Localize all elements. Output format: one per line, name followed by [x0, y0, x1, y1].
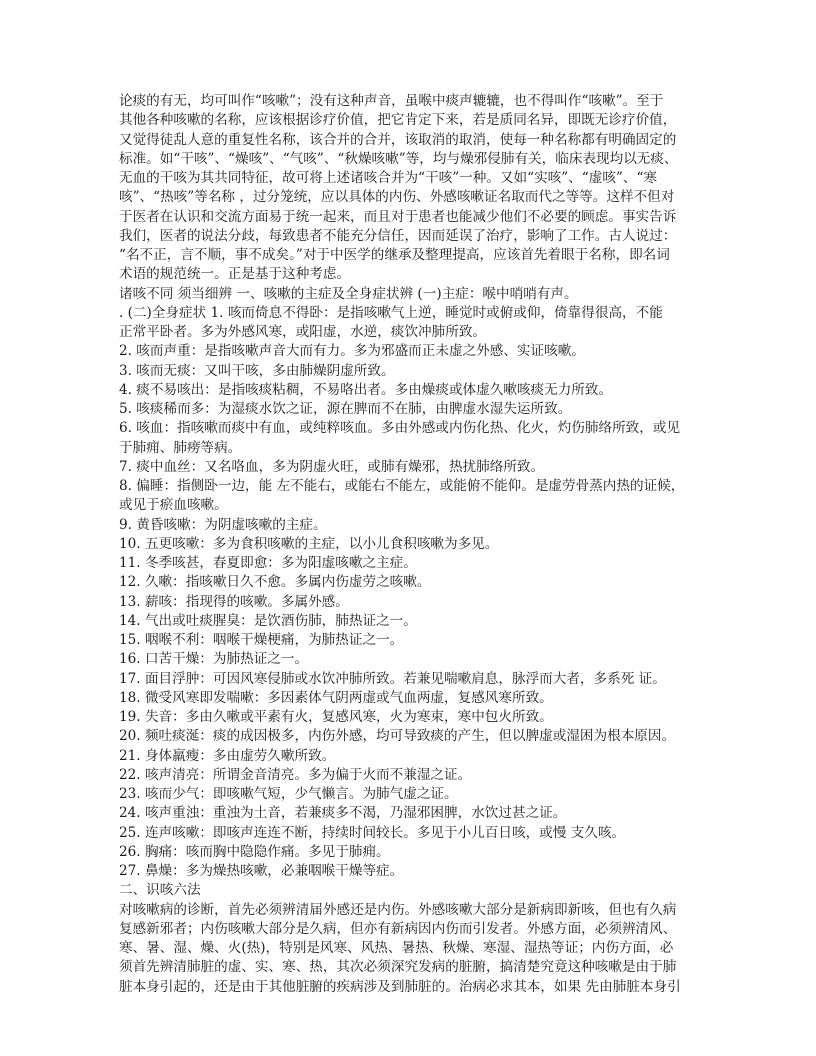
section-heading-line: 诸咳不同 须当细辨 一、咳嗽的主症及全身症状辨 (一)主症：喉中哨哨有声。: [119, 285, 578, 302]
text-line: 正常平卧者。多为外感风寒，或阳虚，水逆，痰饮冲肺所致。: [119, 324, 487, 340]
text-line: 其他各种咳嗽的名称，应该根据诊疗价值，把它肯定下来，若是质同名异，即既无诊疗价值，: [119, 112, 677, 129]
text-line: 复感新邪者；内伤咳嗽大部分是久病，但亦有新病因内伤而引发者。外感方面，必须辨清风、: [119, 920, 677, 937]
list-item: 19. 失音：多由久嗽或平素有火，复感风寒，火为寒束，寒中包火所致。: [119, 709, 553, 725]
list-item-continuation: 或见于瘀血咳嗽。: [119, 497, 228, 514]
text-line: 术语的规范统一。正是基于这种考虑。: [119, 266, 351, 283]
list-item: 6. 咳血：指咳嗽而痰中有血，或纯粹咳血。多由外感或内伤化热、化火，灼伤肺络所致，或见: [119, 420, 681, 437]
list-item: 15. 咽喉不利：咽喉干燥梗痛，为肺热证之一。: [119, 632, 404, 648]
text-line: . (二)全身症状 1. 咳而倚息不得卧：是指咳嗽气上逆，睡觉时或俯或仰，倚靠得很高，不能: [119, 304, 663, 321]
text-line: 脏本身引起的，还是由于其他脏腑的疾病涉及到肺脏的。治病必求其本，如果 先由肺脏本身引: [119, 978, 681, 995]
document-page: [119, 92, 707, 997]
section-heading: 二、识咳六法: [119, 882, 201, 899]
list-item: 24. 咳声重浊：重浊为土音，若兼痰多不渴，乃湿邪困脾，水饮过甚之证。: [119, 805, 567, 822]
list-item: 8. 偏睡：指侧卧一边，能 左不能右，或能右不能左，或能俯不能仰。是虚劳骨蒸内热的证候，: [119, 478, 685, 494]
text-line: 于医者在认识和交流方面易于统一起来，而且对于患者也能减少他们不必要的顾虑。事实告诉: [119, 208, 677, 225]
text-line: 论痰的有无，均可叫作“咳嗽”；没有这种声音，虽喉中痰声辘辘，也不得叫作“咳嗽”。至于: [119, 93, 664, 109]
list-item: 21. 身体羸瘦：多由虚劳久嗽所致。: [119, 747, 336, 764]
text-line: 标准。如“干咳”、“燥咳”、“气咳”、“秋燥咳嗽”等，均与燥邪侵肺有关，临床表现均以无痰、: [119, 150, 678, 167]
list-item: 4. 痰不易咳出：是指咳痰粘稠，不易咯出者。多由燥痰或体虚久嗽咳痰无力所致。: [119, 381, 613, 398]
list-item: 22. 咳声清亮：所谓金音清亮。多为偏于火而不兼湿之证。: [119, 766, 472, 783]
text-line: “名不正，言不顺，事不成矣。”对于中医学的继承及整理提高，应该首先着眼于名称，即名词: [119, 247, 670, 263]
list-item: 18. 微受风寒即发喘嗽：多因素体气阴两虚或气血两虚，复感风寒所致。: [119, 689, 553, 706]
list-item: 27. 鼻燥：多为燥热咳嗽，必兼咽喉干燥等症。: [119, 863, 404, 879]
text-line: 咳”、“热咳”等名称 ，过分笼统，应以具体的内伤、外感咳嗽证名取而代之等等。这样不但对: [119, 189, 675, 206]
list-item-continuation: 于肺痈、肺痨等病。: [119, 439, 242, 456]
list-item: 12. 久嗽：指咳嗽日久不愈。多属内伤虚劳之咳嗽。: [119, 574, 431, 591]
list-item: 11. 冬季咳甚，春夏即愈：多为阳虚咳嗽之主症。: [119, 555, 417, 571]
list-item: 7. 痰中血丝：又名咯血，多为阴虚火旺，或肺有燥邪，热扰肺络所致。: [119, 458, 545, 475]
list-item: 25. 连声咳嗽：即咳声连连不断，持续时间较长。多见于小儿百日咳，或慢 支久咳。: [119, 824, 626, 841]
text-line: 须首先辨清肺脏的虚、实、寒、热，其次必须深究发病的脏腑，搞清楚究竟这种咳嗽是由于肺: [119, 959, 677, 976]
list-item: 2. 咳而声重：是指咳嗽声音大而有力。多为邪盛而正未虚之外感、实证咳嗽。: [119, 343, 585, 360]
list-item: 20. 频吐痰涎：痰的成因极多，内伤外感，均可导致痰的产生，但以脾虚或湿困为根本原因。: [119, 728, 676, 745]
list-item: 26. 胸痛：咳而胸中隐隐作痛。多见于肺痈。: [119, 843, 390, 860]
text-line: 对咳嗽病的诊断，首先必须辨清届外感还是内伤。外感咳嗽大部分是新病即新咳，但也有久病: [119, 901, 677, 918]
list-item: 16. 口苦干燥：为肺热证之一。: [119, 651, 309, 668]
list-item: 5. 咳痰稀而多：为湿痰水饮之证，源在脾而不在肺，由脾虚水湿失运所致。: [119, 401, 572, 417]
text-line: 寒、暑、湿、燥、火(热)，特别是风寒、风热、暑热、秋燥、寒湿、湿热等证；内伤方面，必: [119, 940, 674, 956]
list-item: 9. 黄昏咳嗽：为阴虚咳嗽的主症。: [119, 516, 327, 533]
list-item: 10. 五更咳嗽：多为食积咳嗽的主症，以小儿食积咳嗽为多见。: [119, 535, 499, 552]
list-item: 14. 气出或吐痰腥臭：是饮酒伤肺，肺热证之一。: [119, 612, 417, 629]
list-item: 23. 咳而少气：即咳嗽气短，少气懒言。为肺气虚之证。: [119, 786, 458, 802]
document-body: [119, 92, 707, 997]
list-item: 3. 咳而无痰：又叫干咳，多由肺燥阴虚所致。: [119, 362, 395, 379]
text-line: 又觉得徒乱人意的重复性名称，该合并的合并，该取消的取消，使每一种名称都有明确固定的: [119, 131, 677, 148]
list-item: 17. 面目浮肿：可因风寒侵肺或水饮冲肺所致。若兼见喘嗽肩息，脉浮而大者，多系死 证。: [119, 670, 666, 687]
text-line: 我们，医者的说法分歧，每致患者不能充分信任，因而延误了治疗，影响了工作。古人说过：: [119, 227, 677, 244]
text-line: 无血的干咳为其共同特征，故可将上述诸咳合并为“干咳”一种。又如“实咳”、“虚咳”、“寒: [119, 170, 658, 186]
list-item: 13. 薪咳：指现得的咳嗽。多属外感。: [119, 593, 349, 610]
